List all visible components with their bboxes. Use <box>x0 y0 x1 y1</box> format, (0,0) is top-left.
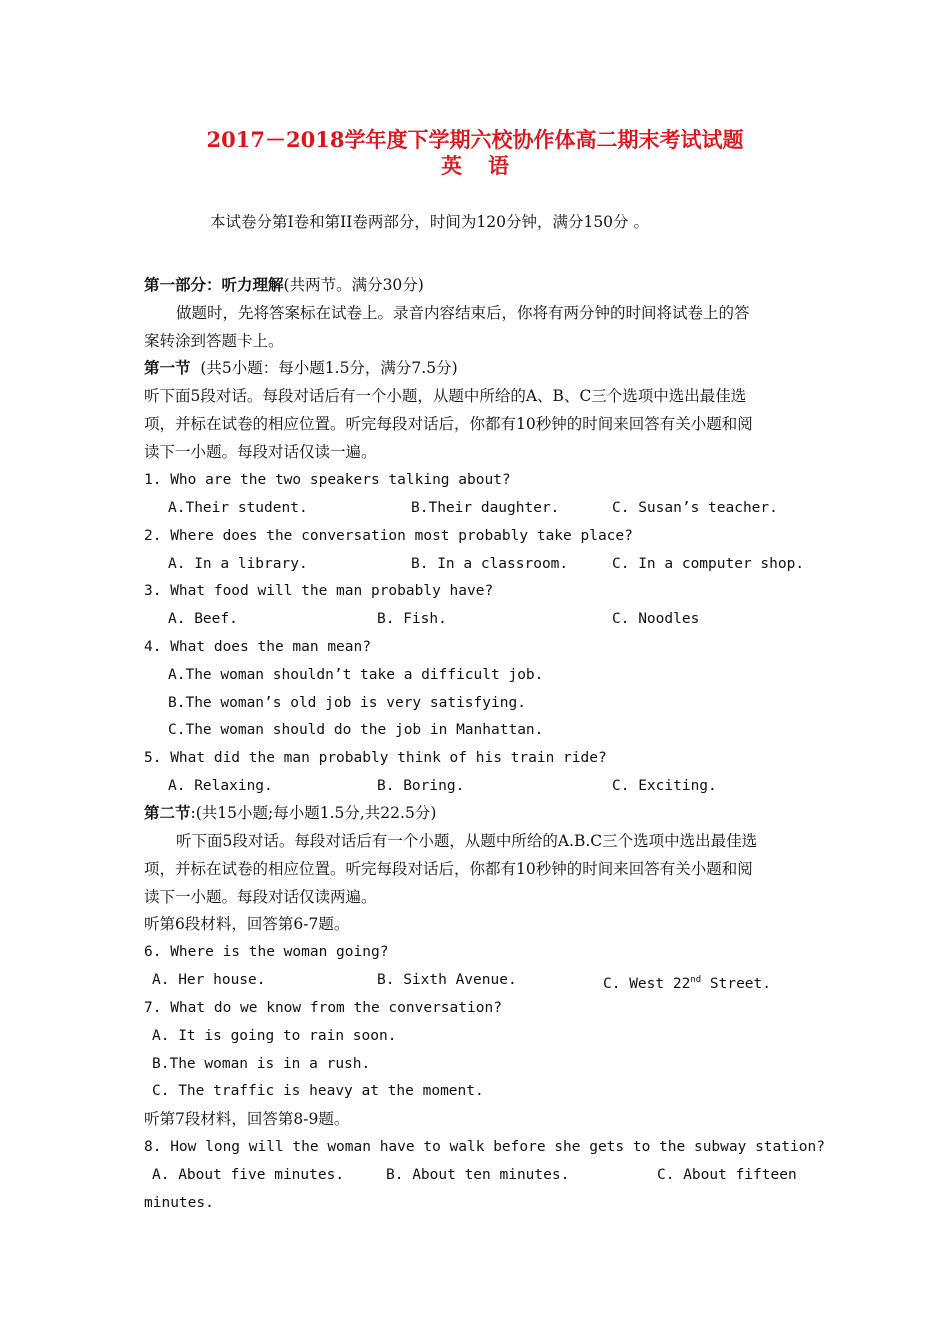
subject-title: 英语 <box>441 153 535 178</box>
part1-heading-bold: 第一部分：听力理解 <box>144 275 284 294</box>
q4-option-c: C.The woman should do the job in Manhattan. <box>168 722 544 738</box>
q7-option-c: C. The traffic is heavy at the moment. <box>152 1083 484 1099</box>
section2-instruction-1: 听下面5段对话。每段对话后有一个小题，从题中所给的A.B.C三个选项中选出最佳选 <box>176 832 758 850</box>
q6-option-c-pre: C. West 22 <box>603 975 691 992</box>
section2-heading-rest: :(共15小题;每小题1.5分,共22.5分) <box>190 804 437 822</box>
q4-option-b: B.The woman’s old job is very satisfying. <box>168 695 526 711</box>
q3-option-b: B. Fish. <box>377 611 447 627</box>
section1-heading-rest: (共5小题：每小题1.5分，满分7.5分) <box>200 359 458 377</box>
section2-instruction-3: 读下一小题。每段对话仅读两遍。 <box>144 888 377 906</box>
section1-heading <box>144 358 458 378</box>
section1-heading-bold: 第一节 <box>144 358 191 377</box>
q6-option-a: A. Her house. <box>152 972 266 988</box>
q3-option-c: C. Noodles <box>612 611 700 627</box>
section1-instruction-1: 听下面5段对话。每段对话后有一个小题，从题中所给的A、B、C三个选项中选出最佳选 <box>144 387 747 405</box>
material-6-heading: 听第6段材料，回答第6-7题。 <box>144 915 350 933</box>
q8-option-c-continued: minutes. <box>144 1195 214 1211</box>
part1-instruction-2: 案转涂到答题卡上。 <box>144 332 284 350</box>
part1-heading <box>144 275 424 295</box>
q6-option-c <box>603 970 771 994</box>
q6-option-b: B. Sixth Avenue. <box>377 972 517 988</box>
q8-option-c: C. About fifteen <box>657 1167 797 1183</box>
q7-option-a: A. It is going to rain soon. <box>152 1028 397 1044</box>
question-2: 2. Where does the conversation most probably take place? <box>144 528 633 544</box>
q8-option-b: B. About ten minutes. <box>386 1167 570 1183</box>
question-1: 1. Who are the two speakers talking about? <box>144 472 511 488</box>
q2-option-b: B. In a classroom. <box>411 556 569 572</box>
q6-option-c-sup: nd <box>690 975 702 985</box>
q4-option-a: A.The woman shouldn’t take a difficult job. <box>168 667 544 683</box>
question-4: 4. What does the man mean? <box>144 639 371 655</box>
q1-option-a: A.Their student. <box>168 500 308 516</box>
part1-heading-rest: (共两节。满分30分) <box>283 276 424 294</box>
intro-text: 本试卷分第I卷和第II卷两部分，时间为120分钟，满分150分 。 <box>210 213 649 231</box>
section2-heading <box>144 803 436 823</box>
q8-option-a: A. About five minutes. <box>152 1167 345 1183</box>
part1-instruction-1: 做题时，先将答案标在试卷上。录音内容结束后，你将有两分钟的时间将试卷上的答 <box>176 304 750 322</box>
q2-option-a: A. In a library. <box>168 556 308 572</box>
q2-option-c: C. In a computer shop. <box>612 556 805 572</box>
section1-instruction-2: 项，并标在试卷的相应位置。听完每段对话后，你都有10秒钟的时间来回答有关小题和阅 <box>144 415 753 433</box>
question-5: 5. What did the man probably think of his train ride? <box>144 750 607 766</box>
q3-option-a: A. Beef. <box>168 611 238 627</box>
q6-option-c-post: Street. <box>701 975 771 992</box>
q5-option-c: C. Exciting. <box>612 778 717 794</box>
question-7: 7. What do we know from the conversation? <box>144 1000 502 1016</box>
section2-heading-bold: 第二节 <box>144 803 191 822</box>
section1-instruction-3: 读下一小题。每段对话仅读一遍。 <box>144 443 377 461</box>
q1-option-c: C. Susan’s teacher. <box>612 500 778 516</box>
section2-instruction-2: 项，并标在试卷的相应位置。听完每段对话后，你都有10秒钟的时间来回答有关小题和阅 <box>144 860 753 878</box>
q1-option-b: B.Their daughter. <box>411 500 560 516</box>
q5-option-a: A. Relaxing. <box>168 778 273 794</box>
q5-option-b: B. Boring. <box>377 778 465 794</box>
question-6: 6. Where is the woman going? <box>144 944 389 960</box>
question-3: 3. What food will the man probably have? <box>144 583 494 599</box>
exam-title: 2017－2018学年度下学期六校协作体高二期末考试试题 <box>206 127 744 152</box>
question-8: 8. How long will the woman have to walk before she gets to the subway station? <box>144 1139 825 1155</box>
q7-option-b: B.The woman is in a rush. <box>152 1056 371 1072</box>
material-7-heading: 听第7段材料，回答第8-9题。 <box>144 1110 350 1128</box>
